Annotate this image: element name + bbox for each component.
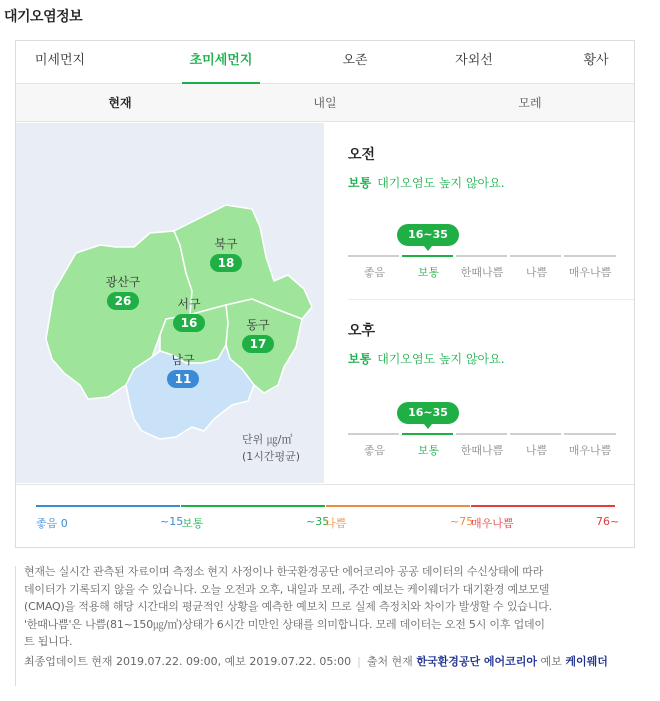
legend-text: 나쁨 bbox=[325, 517, 347, 530]
district-name: 동구 bbox=[246, 318, 270, 332]
morning-grade-scale bbox=[348, 224, 616, 284]
district-value-badge: 17 bbox=[242, 335, 274, 353]
scale-segment bbox=[348, 433, 399, 435]
notice-line: (CMAQ)을 적용해 해당 시간대의 평균적인 상황을 예측한 예보치 므로 실제 측정치와 차이가 발생할 수 있습니다. bbox=[24, 600, 552, 613]
source-link-airkorea[interactable]: 한국환경공단 에어코리아 bbox=[416, 655, 538, 668]
legend-text: ~35 bbox=[306, 515, 330, 528]
scale-segment bbox=[510, 433, 561, 435]
legend-text: ~75 bbox=[450, 515, 474, 528]
district-value-badge: 11 bbox=[167, 370, 199, 388]
notice-line: '한때나쁨'은 나쁨(81~150㎍/㎥)상태가 6시간 미만인 상태를 의미합니다. 모레 데이터는 오전 5시 이후 업데이 bbox=[24, 617, 545, 631]
scale-segment bbox=[564, 433, 616, 435]
afternoon-forecast bbox=[348, 320, 618, 367]
subtab-day-after[interactable]: 모레 bbox=[518, 96, 542, 110]
grade-label-normal: 보통 bbox=[417, 444, 440, 457]
page-title: 대기오염정보 bbox=[4, 9, 83, 25]
legend-bar-bad bbox=[326, 505, 470, 507]
scale-segment bbox=[456, 255, 507, 257]
grade-label-good: 좋음 bbox=[363, 266, 386, 279]
unit-average-label: (1시간평균) bbox=[242, 450, 301, 463]
scale-segment bbox=[510, 255, 561, 257]
morning-grade: 보통 bbox=[348, 176, 372, 190]
unit-note bbox=[242, 431, 300, 465]
district-name: 남구 bbox=[171, 353, 195, 367]
tab-ultrafine-dust[interactable]: 초미세먼지 bbox=[182, 41, 260, 84]
notice-line: 데이터가 기록되지 않을 수 있습니다. 오늘 오전과 오후, 내일과 모레, 주간 예보는 케이웨더가 대기환경 예보모델 bbox=[24, 582, 550, 596]
district-dong[interactable] bbox=[230, 318, 286, 353]
tab-yellow-dust[interactable]: 황사 bbox=[583, 53, 609, 68]
legend-text: 좋음 0 bbox=[36, 517, 68, 530]
scale-segment bbox=[456, 433, 507, 435]
legend-bar-good bbox=[36, 505, 180, 507]
tab-fine-dust[interactable]: 미세먼지 bbox=[34, 53, 86, 68]
district-seo[interactable] bbox=[161, 297, 217, 332]
legend-bar-normal bbox=[181, 505, 325, 507]
unit-label: 단위 ㎍/㎥ bbox=[242, 433, 293, 446]
district-map bbox=[16, 123, 324, 483]
district-value-badge: 18 bbox=[210, 254, 242, 272]
district-name: 북구 bbox=[214, 237, 238, 251]
grade-label-sometimes-bad: 한때나쁨 bbox=[460, 444, 504, 457]
morning-range-bubble: 16~35 bbox=[397, 224, 459, 246]
legend-text: 매우나쁨 bbox=[471, 517, 514, 530]
afternoon-message: 대기오염도 높지 않아요. bbox=[377, 352, 505, 366]
scale-segment bbox=[564, 255, 616, 257]
scale-segment-active bbox=[402, 255, 453, 257]
notice-bar bbox=[15, 566, 16, 686]
time-subtabs bbox=[16, 84, 634, 122]
scale-segment-active bbox=[402, 433, 453, 435]
notice-line: 트 됩니다. bbox=[24, 635, 73, 648]
legend-text: 보통 bbox=[182, 517, 204, 530]
morning-status bbox=[348, 174, 618, 191]
district-gwangsan[interactable] bbox=[95, 275, 151, 310]
source-link-kweather[interactable]: 케이웨더 bbox=[565, 655, 608, 668]
morning-forecast bbox=[348, 144, 618, 191]
grade-label-bad: 나쁨 bbox=[525, 266, 548, 279]
grade-label-bad: 나쁨 bbox=[525, 444, 548, 457]
district-name: 서구 bbox=[177, 297, 201, 311]
district-buk[interactable] bbox=[198, 237, 254, 272]
notice-line: 현재는 실시간 관측된 자료이며 측정소 현지 사정이나 한국환경공단 에어코리아 공공 데이터의 수신상태에 따라 bbox=[24, 565, 544, 578]
info-notice bbox=[24, 563, 614, 651]
tab-ozone[interactable]: 오존 bbox=[342, 53, 368, 68]
legend-bar-very-bad bbox=[471, 505, 615, 507]
grade-label-very-bad: 매우나쁨 bbox=[568, 266, 612, 279]
grade-label-good: 좋음 bbox=[363, 444, 386, 457]
legend-text: ~15 bbox=[160, 515, 184, 528]
district-nam[interactable] bbox=[155, 353, 211, 388]
forecast-source-label: 예보 bbox=[540, 655, 562, 668]
forecast-divider bbox=[348, 299, 634, 300]
grade-label-very-bad: 매우나쁨 bbox=[568, 444, 612, 457]
afternoon-title: 오후 bbox=[348, 323, 376, 339]
grade-legend bbox=[16, 484, 634, 547]
afternoon-grade: 보통 bbox=[348, 352, 372, 366]
district-name: 광산구 bbox=[105, 275, 141, 289]
subtab-tomorrow[interactable]: 내일 bbox=[313, 96, 337, 110]
afternoon-status bbox=[348, 350, 618, 367]
morning-message: 대기오염도 높지 않아요. bbox=[377, 176, 505, 190]
update-timestamp: 최종업데이트 현재 2019.07.22. 09:00, 예보 2019.07.22. 05:00 bbox=[24, 655, 352, 668]
grade-label-normal: 보통 bbox=[417, 266, 440, 279]
air-quality-panel bbox=[15, 40, 635, 548]
afternoon-range-bubble: 16~35 bbox=[397, 402, 459, 424]
district-value-badge: 16 bbox=[173, 314, 205, 332]
legend-text: 76~ bbox=[596, 515, 620, 528]
morning-title: 오전 bbox=[348, 147, 376, 163]
grade-label-sometimes-bad: 한때나쁨 bbox=[460, 266, 504, 279]
tab-uv[interactable]: 자외선 bbox=[455, 53, 493, 68]
scale-segment bbox=[348, 255, 399, 257]
district-value-badge: 26 bbox=[107, 292, 139, 310]
subtab-now[interactable]: 현재 bbox=[108, 96, 132, 110]
footer-separator: | bbox=[357, 655, 361, 668]
afternoon-grade-scale bbox=[348, 402, 616, 462]
update-footer bbox=[24, 653, 614, 670]
pollutant-tabs bbox=[16, 41, 634, 84]
source-label: 출처 현재 bbox=[366, 655, 413, 668]
